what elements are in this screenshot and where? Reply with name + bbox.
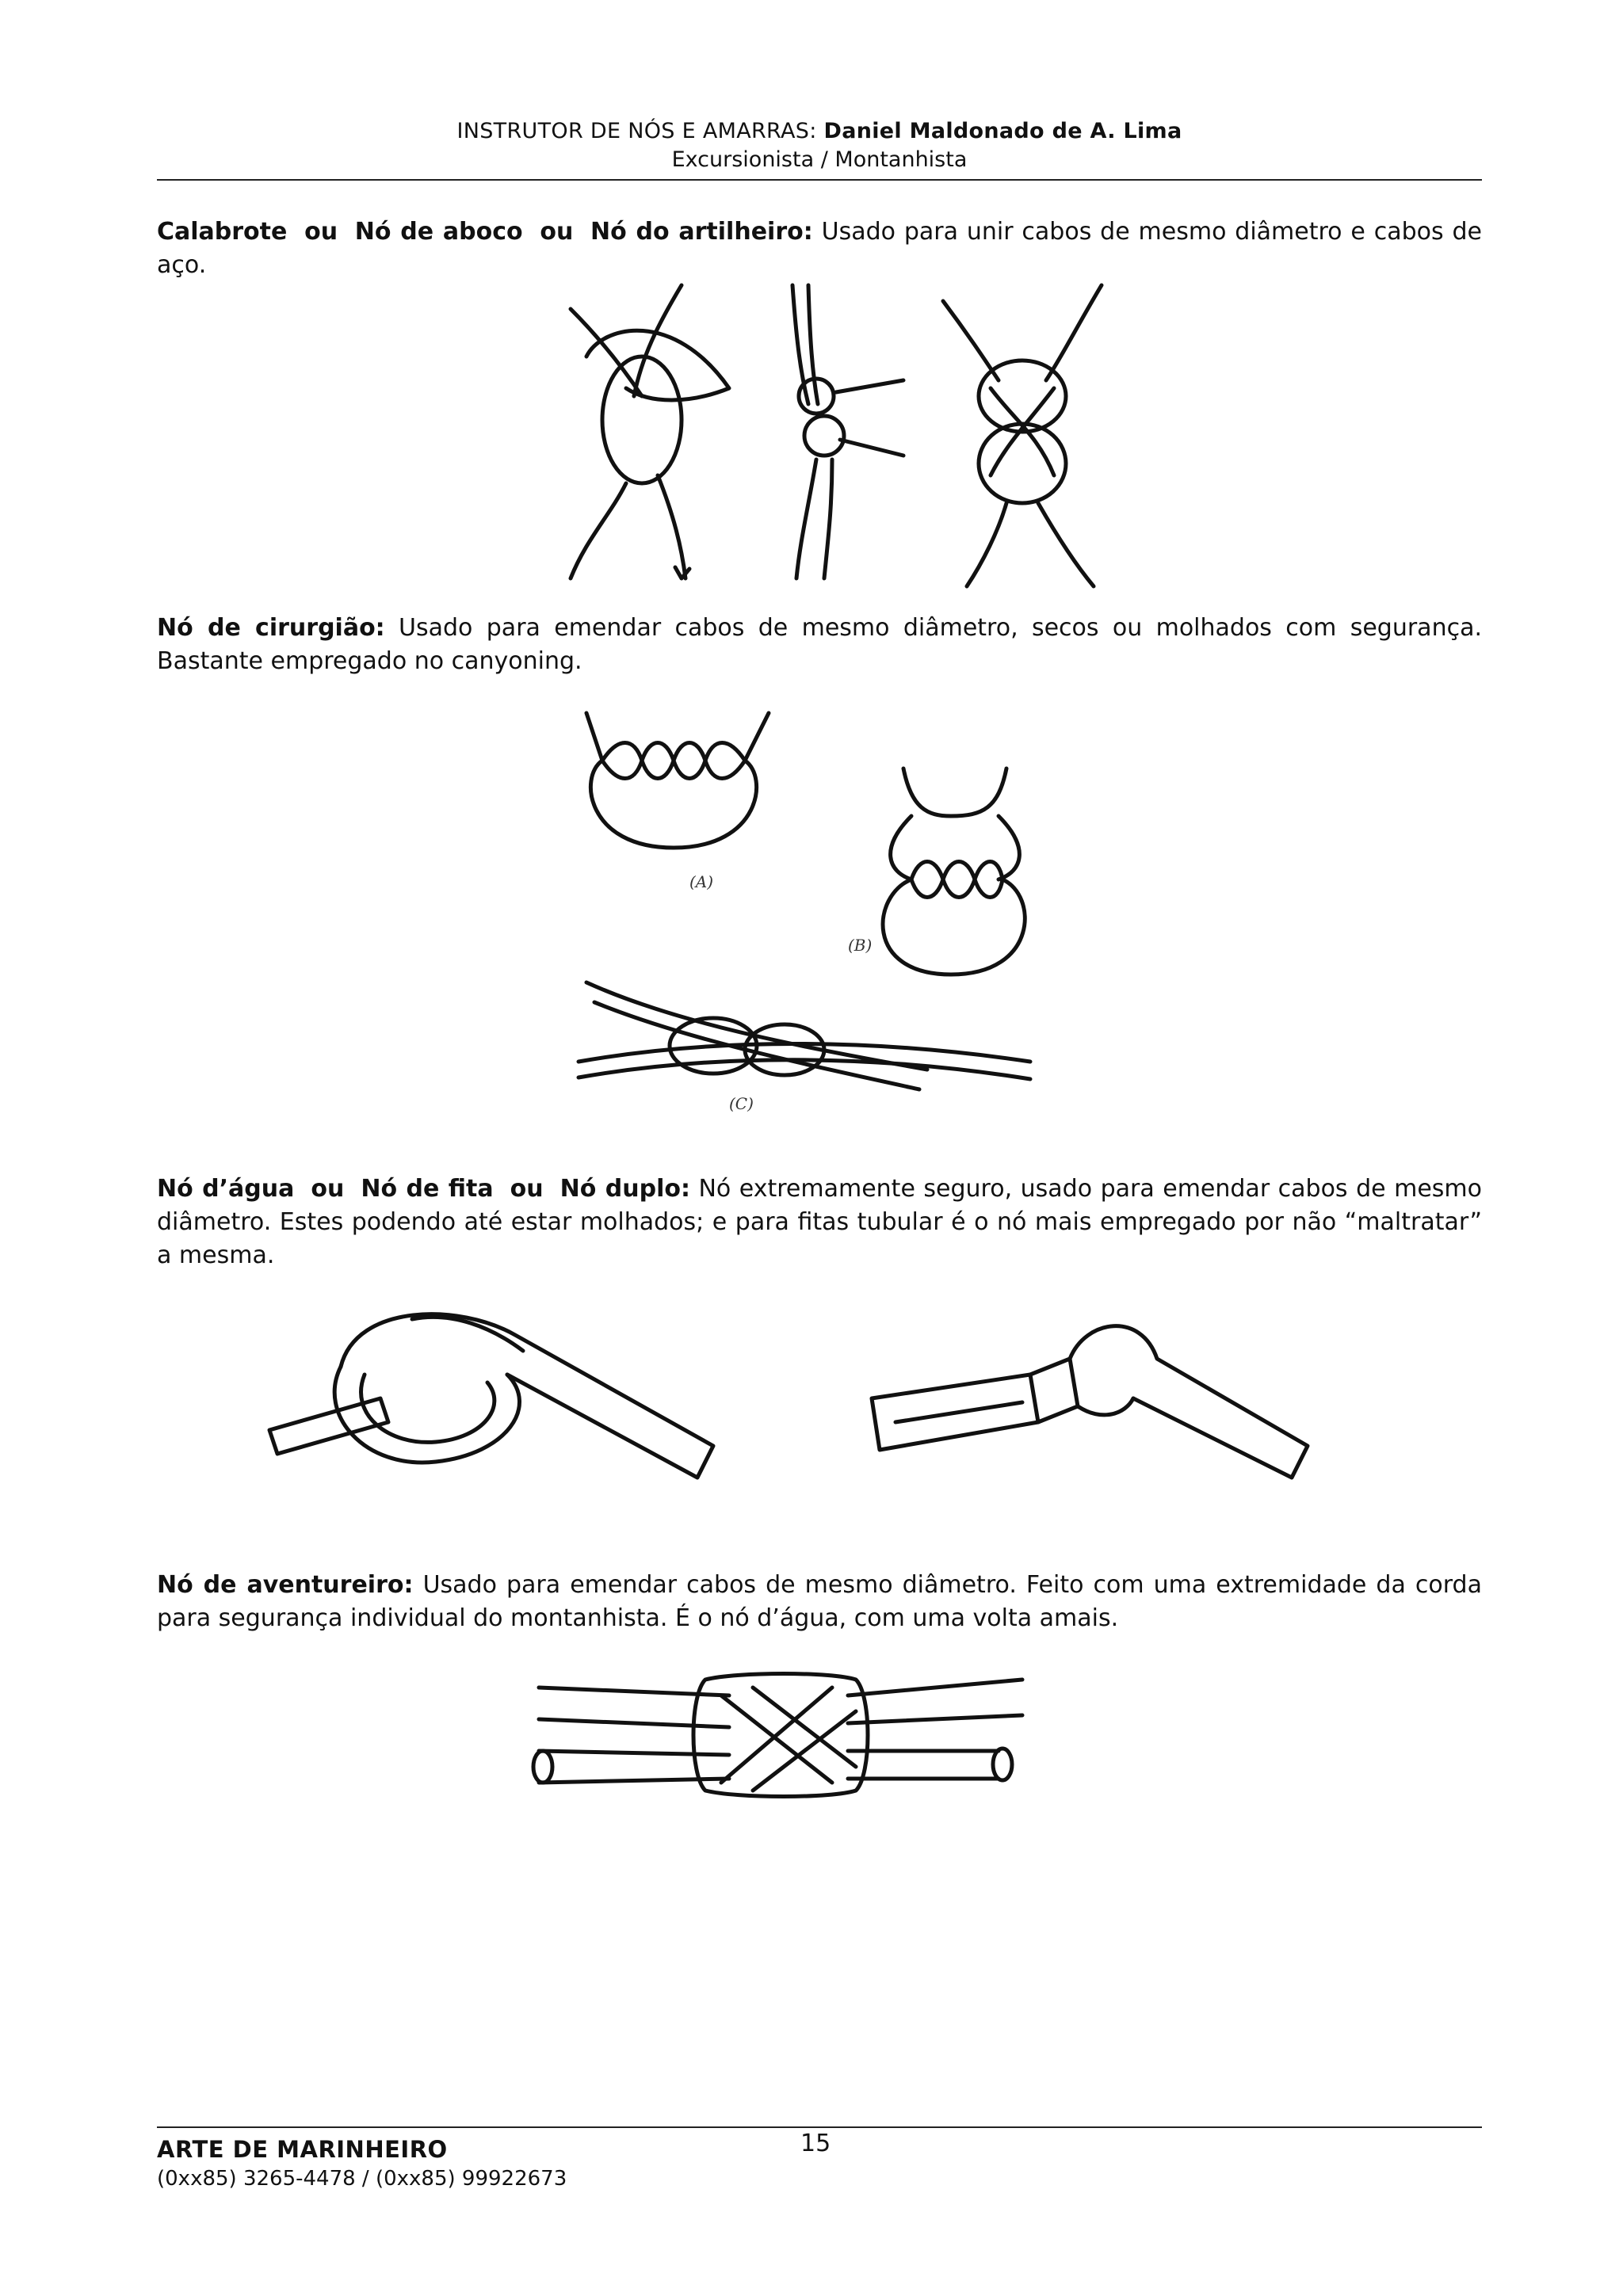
figure-label-a: (A): [689, 872, 714, 891]
section-text: Usado para emendar cabos de mesmo diâmetro. Feito com uma extremidade da corda para segurança individual do montanhista. É o nó d’água, com uma volta amais.: [157, 1571, 1482, 1632]
section-title: Nó duplo:: [559, 1175, 690, 1203]
fita-knot-illustration-left: [254, 1287, 729, 1493]
footer-rule: [157, 2126, 1482, 2128]
section-no-dagua: [157, 1173, 1482, 1272]
header-subtitle: Excursionista / Montanhista: [671, 147, 968, 172]
section-title: Nó d’água: [157, 1175, 295, 1203]
section-cirurgiao-paragraph: [157, 612, 1482, 678]
section-no-dagua-paragraph: Nó d’água ou Nó de fita ou Nó duplo: Nó extremamente seguro, usado para emendar cabos de mesmo diâmetro. Estes podendo até estar molhados; e para fitas tubular é o nó mais empregado por não “maltratar” a mesma.: [157, 1175, 1482, 1269]
calabrote-knot-illustration: [555, 277, 1141, 594]
section-title: Nó do artilheiro:: [590, 218, 813, 246]
header-rule: [157, 179, 1482, 181]
header-author: Daniel Maldonado de A. Lima: [823, 119, 1182, 143]
section-aventureiro-paragraph: [157, 1569, 1482, 1635]
footer-title: ARTE DE MARINHEIRO: [157, 2136, 448, 2163]
section-title: Calabrote: [157, 218, 288, 246]
figure-label-c: (C): [729, 1094, 754, 1113]
section-text: Usado para unir cabos de mesmo diâmetro e cabos de aço.: [157, 218, 1482, 279]
section-aventureiro: [157, 1569, 1482, 1635]
page-number: 15: [800, 2130, 831, 2157]
fita-knot-illustration-right: [848, 1287, 1339, 1493]
section-title: Nó de fita: [361, 1175, 494, 1203]
section-title: Nó de aboco: [354, 218, 523, 246]
aventureiro-knot-illustration: [515, 1656, 1070, 1830]
section-text: Nó extremamente seguro, usado para emendar cabos de mesmo diâmetro. Estes podendo até estar molhados; e para fitas tubular é o nó mais empregado por não “maltratar” a mesma.: [157, 1175, 1482, 1269]
page-header: [157, 117, 1482, 174]
header-title: INSTRUTOR DE NÓS E AMARRAS: Daniel Maldonado de A. Lima: [456, 119, 1182, 143]
cirurgiao-knot-illustration: [555, 689, 1125, 1117]
section-text: Usado para emendar cabos de mesmo diâmetro, secos ou molhados com segurança. Bastante empregado no canyoning.: [157, 614, 1482, 675]
section-cirurgiao: [157, 612, 1482, 678]
section-title: Nó de aventureiro:: [157, 1571, 414, 1599]
page-footer: [157, 2134, 567, 2193]
section-title: Nó de cirurgião:: [157, 614, 385, 642]
footer-phones: (0xx85) 3265-4478 / (0xx85) 99922673: [157, 2167, 567, 2191]
figure-label-b: (B): [848, 936, 873, 955]
section-calabrote-paragraph: Calabrote ou Nó de aboco ou Nó do artilheiro: Usado para unir cabos de mesmo diâmetro e cabos de aço.: [157, 218, 1482, 279]
section-calabrote: [157, 215, 1482, 282]
